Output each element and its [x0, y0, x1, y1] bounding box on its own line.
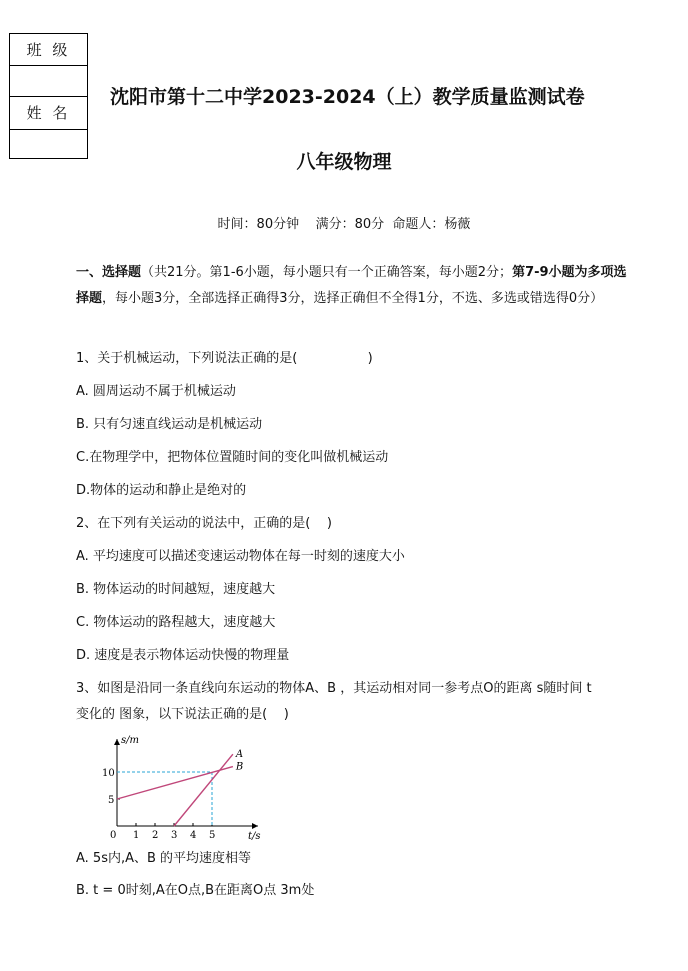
x-tick-label: 0	[110, 830, 117, 841]
exam-title: 沈阳市第十二中学2023-2024（上）教学质量监测试卷	[110, 86, 585, 108]
section-1-bold-2: 第7-9小题为多项选择题	[76, 265, 627, 306]
series-label-b: B	[235, 761, 244, 773]
question-1-option-b: B. 只有匀速直线运动是机械运动	[76, 417, 263, 432]
question-2-stem: 2、在下列有关运动的说法中，正确的是( )	[76, 516, 332, 531]
y-axis-label: s/m	[121, 735, 139, 746]
x-tick-label: 1	[133, 830, 140, 841]
x-axis-arrow	[252, 823, 258, 829]
question-1-option-d: D.物体的运动和静止是绝对的	[76, 483, 247, 498]
exam-subtitle: 八年级物理	[296, 151, 392, 173]
x-tick-label: 2	[152, 830, 159, 841]
exam-meta: 时间：80分钟 满分：80分 命题人：杨薇	[217, 217, 471, 232]
x-tick-label: 5	[209, 830, 216, 841]
x-tick-label: 3	[171, 830, 178, 841]
series-line-b	[117, 767, 233, 799]
section-1-lead: 一、选择题	[76, 265, 142, 280]
section-1-text-1: （共21分。第1-6小题，每小题只有一个正确答案，每小题2分；	[141, 265, 513, 280]
question-1-option-c: C.在物理学中，把物体位置随时间的变化叫做机械运动	[76, 450, 389, 465]
section-1-instructions	[76, 260, 636, 312]
y-axis-arrow	[114, 739, 120, 745]
question-2-option-b: B. 物体运动的时间越短，速度越大	[76, 582, 276, 597]
question-3-stem-line-1: 3、如图是沿同一条直线向东运动的物体A、B ，其运动相对同一参考点O的距离 s随时间 t	[76, 681, 592, 696]
question-3-option-b: B. t = 0时刻,A在O点,B在距离O点 3m处	[76, 883, 315, 898]
section-1-text-2: ，每小题3分，全部选择正确得3分，选择正确但不全得1分，不选、多选或错选得0分）	[102, 291, 604, 306]
question-1-stem: 1、关于机械运动，下列说法正确的是( )	[76, 351, 373, 366]
class-label: 班 级	[10, 34, 87, 66]
y-tick-label: 10	[102, 768, 115, 779]
series-label-a: A	[235, 749, 244, 761]
x-tick-label: 4	[190, 830, 197, 841]
question-2-option-a: A. 平均速度可以描述变速运动物体在每一时刻的速度大小	[76, 549, 405, 564]
y-tick-label: 5	[108, 795, 115, 806]
question-2-option-c: C. 物体运动的路程越大，速度越大	[76, 615, 276, 630]
question-3-option-a: A. 5s内,A、B 的平均速度相等	[76, 851, 252, 866]
question-2-option-d: D. 速度是表示物体运动快慢的物理量	[76, 648, 290, 663]
x-axis-label: t/s	[248, 831, 261, 842]
question-1-option-a: A. 圆周运动不属于机械运动	[76, 384, 236, 399]
series-line-a	[174, 754, 233, 826]
class-name-box	[9, 33, 88, 159]
s-t-chart	[96, 730, 266, 842]
class-field[interactable]	[10, 66, 87, 97]
question-3-stem-line-2: 变化的 图象，以下说法正确的是( )	[76, 707, 289, 722]
name-label: 姓 名	[10, 97, 87, 130]
